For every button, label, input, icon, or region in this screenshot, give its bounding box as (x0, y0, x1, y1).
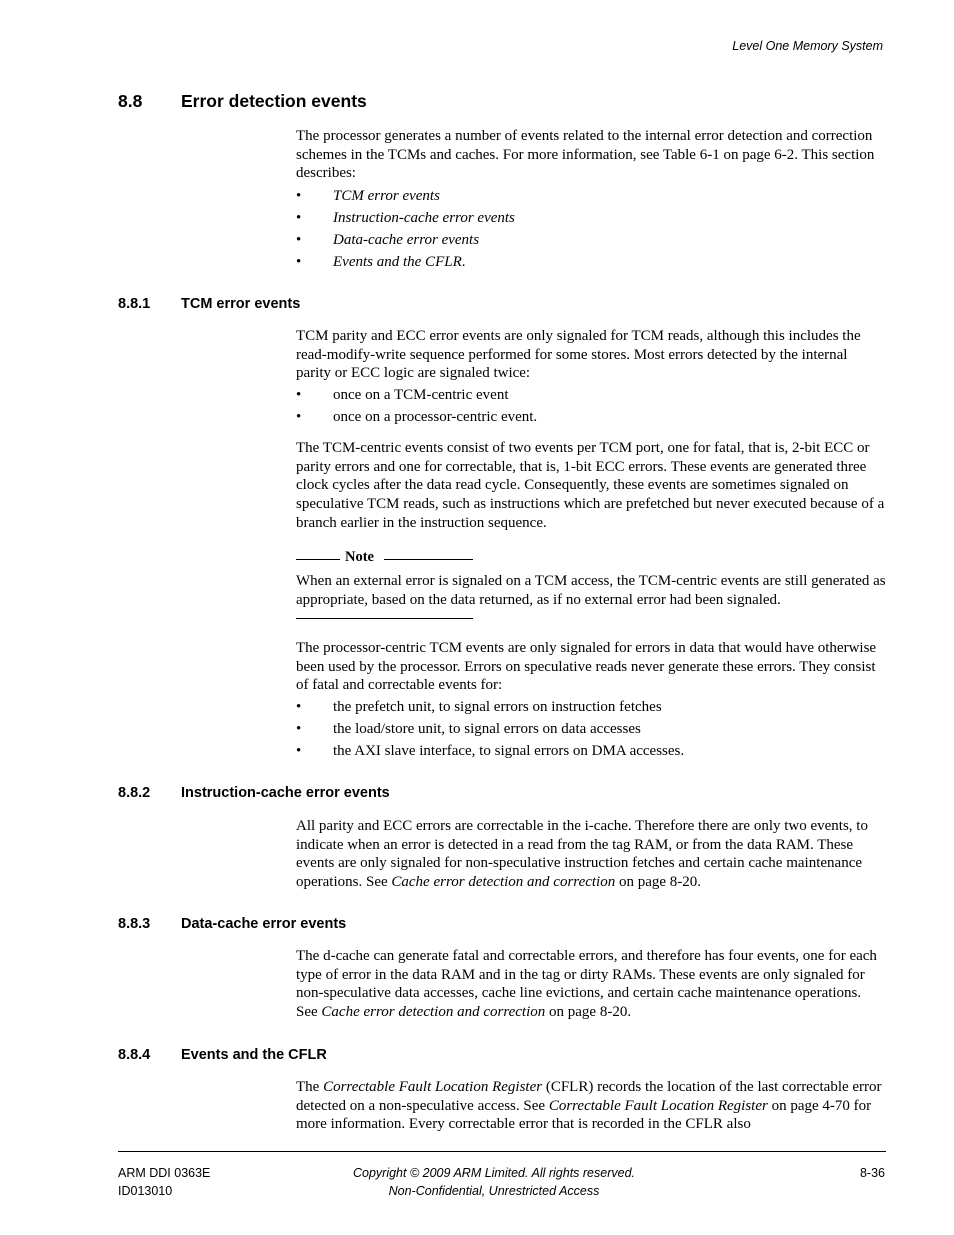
note-label: Note (345, 549, 374, 565)
list-link-icache-error-events[interactable]: Instruction-cache error events (333, 210, 515, 226)
footer-copyright (300, 1164, 688, 1200)
copyright: Copyright © 2009 ARM Limited. All rights reserved. (352, 1166, 635, 1180)
list-item: • the prefetch unit, to signal errors on instruction fetches (296, 699, 662, 715)
note-rule-left (296, 559, 340, 560)
subsection-heading-881: 8.8.1 TCM error events (118, 296, 301, 312)
doc-id: ARM DDI 0363E (118, 1166, 211, 1180)
list-item: • Instruction-cache error events (296, 210, 515, 226)
xref-cache-error-detection[interactable]: Cache error detection and correction (321, 1004, 546, 1021)
paragraph: All parity and ECC errors are correctable in the i-cache. Therefore there are only two events, to indicate when an error is detected in a read from the tag RAM, or from the data RAM. These events are only signaled for non-speculative instruction fetches and certain cache maintenance operations. See Cache error detection and correction on page 8-20. (296, 818, 868, 891)
page-number: 8-36 (859, 1166, 885, 1180)
tcm-signal-list (296, 386, 886, 430)
section-title: Error detection events (181, 91, 367, 111)
paragraph: The TCM-centric events consist of two events per TCM port, one for fatal, that is, 2-bit ECC or parity errors and one for correctable, that is, 1-bit ECC errors. These events are generated three clock cycles after the data read cycle. Consequently, these events are sometimes signaled on speculative TCM reads, such as instructions which are prefetched but never executed because of a branch earlier in the instruction sequence. (296, 440, 885, 531)
footer-rule (118, 1151, 886, 1152)
list-link-events-cflr[interactable]: Events and the CFLR (333, 254, 462, 270)
paragraph: The Correctable Fault Location Register (CFLR) records the location of the last correctable error detected on a non-speculative access. See Correctable Fault Location Register on page 4-70 for more information. Every correctable error that is recorded in the CFLR also (296, 1079, 882, 1133)
running-header: Level One Memory System (732, 39, 883, 53)
section-list (296, 187, 886, 275)
xref-cflr[interactable]: Correctable Fault Location Register (548, 1097, 768, 1114)
note-header (296, 549, 474, 569)
note-rule-right (384, 559, 473, 560)
list-item: • once on a TCM-centric event (296, 387, 509, 403)
list-link-tcm-error-events[interactable]: TCM error events (333, 188, 440, 204)
processor-events-list (296, 698, 886, 764)
paragraph: The d-cache can generate fatal and correctable errors, and therefore has four events, one for each type of error in the data RAM and in the tag or dirty RAMs. These events are only signaled for non-speculative data accesses, cache line evictions, and certain cache maintenance operations. See Cache error detection and correction on page 8-20. (296, 948, 877, 1021)
footer-doc-ids (118, 1164, 210, 1200)
section-number: 8.8 (118, 91, 143, 111)
list-item: • once on a processor-centric event. (296, 409, 538, 425)
paragraph: TCM parity and ECC error events are only signaled for TCM reads, although this includes the read-modify-write sequence performed for some stores. Most errors detected by the internal parity or ECC logic are signaled twice: (296, 328, 861, 382)
paragraph: The processor-centric TCM events are only signaled for errors in data that would have otherwise been used by the processor. Errors on speculative reads never generate these errors. They consist of fatal and correctable events for: (296, 640, 877, 694)
subsection-heading-883: 8.8.3 Data-cache error events (118, 916, 347, 932)
list-item: • the load/store unit, to signal errors on data accesses (296, 721, 641, 737)
note-text: When an external error is signaled on a TCM access, the TCM-centric events are still generated as appropriate, based on the data returned, as if no external error had been signaled. (296, 573, 886, 608)
subsection-heading-882: 8.8.2 Instruction-cache error events (118, 785, 390, 801)
section-intro: The processor generates a number of events related to the internal error detection and correction schemes in the TCMs and caches. For more information, see Table 6-1 on page 6-2. This section describes: (296, 128, 875, 182)
list-item: • TCM error events (296, 188, 440, 204)
access-level: Non-Confidential, Unrestricted Access (388, 1184, 600, 1198)
xref-cache-error-detection[interactable]: Cache error detection and correction (391, 874, 616, 891)
section-heading (118, 91, 367, 112)
subsection-heading-884: 8.8.4 Events and the CFLR (118, 1047, 327, 1063)
list-item: • Data-cache error events (296, 232, 480, 248)
list-link-dcache-error-events[interactable]: Data-cache error events (333, 232, 480, 248)
list-item: • the AXI slave interface, to signal errors on DMA accesses. (296, 743, 685, 759)
list-item: • Events and the CFLR. (296, 254, 466, 270)
note-rule-bottom (296, 618, 473, 619)
doc-code: ID013010 (118, 1184, 173, 1198)
